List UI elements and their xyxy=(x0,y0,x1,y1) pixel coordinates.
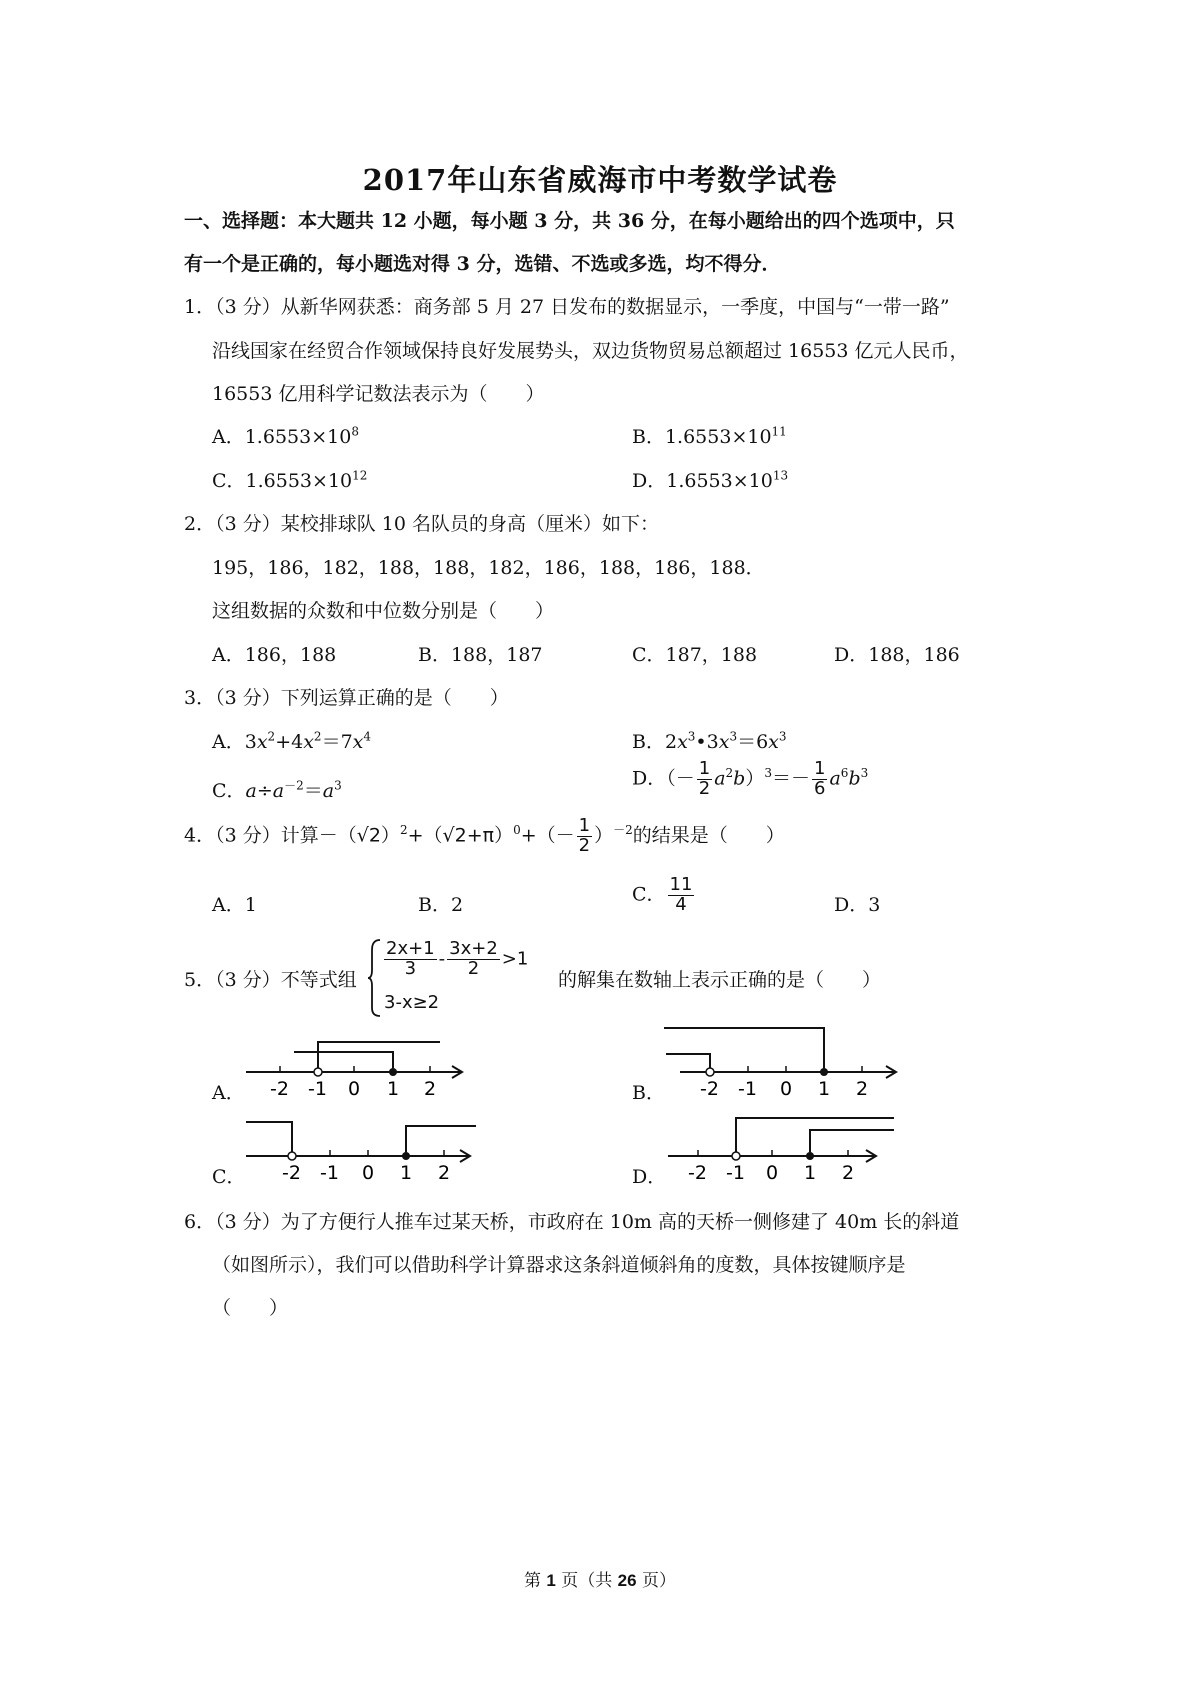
tick-label: -1 xyxy=(726,1162,745,1182)
inequality-system xyxy=(368,938,556,1018)
q2-option-c[interactable]: C．187，188 xyxy=(632,644,758,666)
page-footer: 第 1 页（共 26 页） xyxy=(523,1571,676,1591)
q2-line1: 2．（3 分）某校排球队 10 名队员的身高（厘米）如下： xyxy=(184,513,659,535)
q2-option-a[interactable]: A．186，188 xyxy=(212,644,337,666)
page-title: 2017年山东省威海市中考数学试卷 xyxy=(362,163,838,197)
q4-option-c[interactable]: C． $\frac{11}{4}$ xyxy=(632,874,693,915)
q2-option-b[interactable]: B．188，187 xyxy=(418,644,543,666)
tick-label: 2 xyxy=(424,1078,437,1098)
tick-label: -2 xyxy=(282,1162,301,1182)
tick-label: 0 xyxy=(766,1162,779,1182)
tick-label: -2 xyxy=(700,1078,719,1098)
q5-option-a-label[interactable]: A． xyxy=(212,1082,245,1104)
q5-suffix: 的解集在数轴上表示正确的是（ ） xyxy=(558,969,882,991)
q6-line3: （ ） xyxy=(212,1297,289,1319)
q5-option-b-label[interactable]: B． xyxy=(632,1082,665,1104)
q4-option-a[interactable]: A．1 xyxy=(212,894,257,916)
q4-option-b[interactable]: B．2 xyxy=(418,894,464,916)
tick-label: -1 xyxy=(308,1078,327,1098)
tick-label: 0 xyxy=(780,1078,793,1098)
q1-line3: 16553 亿用科学记数法表示为（ ） xyxy=(212,383,545,405)
q1-option-b[interactable]: B．$1.6553\times 10^{11}$ xyxy=(632,424,787,448)
section-heading-line2: 有一个是正确的，每小题选对得 3 分，选错、不选或多选，均不得分． xyxy=(184,253,781,275)
number-line-d[interactable] xyxy=(664,1106,904,1182)
section-heading-line1: 一、选择题：本大题共 12 小题，每小题 3 分，共 36 分，在每小题给出的四个选项中，只 xyxy=(184,210,955,232)
q3-line1: 3．（3 分）下列运算正确的是（ ） xyxy=(184,687,509,709)
tick-label: -2 xyxy=(688,1162,707,1182)
number-line-b[interactable] xyxy=(664,1018,904,1098)
q5-option-d-label[interactable]: D． xyxy=(632,1166,667,1188)
inequality-1: $\frac{2x+1}{3}$ - $\frac{3x+2}{2}$ >1 xyxy=(386,938,529,979)
q1-option-a[interactable]: A．$1.6553\times 10^8$ xyxy=(212,424,359,448)
number-line-a[interactable] xyxy=(244,1028,474,1098)
tick-label: 2 xyxy=(856,1078,869,1098)
tick-label: -1 xyxy=(320,1162,339,1182)
tick-label: -1 xyxy=(738,1078,757,1098)
q2-option-d[interactable]: D．188，186 xyxy=(834,644,960,666)
q1-option-d[interactable]: D．$1.6553\times 10^{13}$ xyxy=(632,468,789,492)
number-line-c[interactable] xyxy=(244,1112,484,1182)
q4-expression: 4．（3 分）计算$-(√2)^2+(√2+\pi)^0+(-$ $\frac{1}{2}$ ）$^{-2}$的结果是（ ） xyxy=(184,815,785,856)
q2-line3: 这组数据的众数和中位数分别是（ ） xyxy=(212,600,555,622)
q6-line1: 6．（3 分）为了方便行人推车过某天桥，市政府在 10m 高的天桥一侧修建了 40m 长的斜道 xyxy=(184,1211,960,1233)
q1-line1: 1．（3 分）从新华网获悉：商务部 5 月 27 日发布的数据显示，一季度，中国与“一带一路” xyxy=(184,296,950,318)
tick-label: 0 xyxy=(348,1078,361,1098)
q1-option-c[interactable]: C．$1.6553\times 10^{12}$ xyxy=(212,468,368,492)
q1-line2: 沿线国家在经贸合作领域保持良好发展势头，双边货物贸易总额超过 16553 亿元人民币， xyxy=(212,340,969,362)
inequality-2: 3-x≥2 xyxy=(384,992,440,1013)
tick-label: 2 xyxy=(842,1162,855,1182)
q2-data: 195，186，182，188，188，182，186，188，186，188． xyxy=(212,557,765,579)
q3-option-a[interactable]: A．$3x^2+4x^2=7x^4$ xyxy=(212,729,372,753)
q3-option-c[interactable]: C．$a\div a^{-2}=a^3$ xyxy=(212,778,342,802)
tick-label: 1 xyxy=(818,1078,831,1098)
tick-label: 1 xyxy=(400,1162,413,1182)
tick-label: 1 xyxy=(804,1162,817,1182)
q6-line2: （如图所示），我们可以借助科学计算器求这条斜道倾斜角的度数，具体按键顺序是 xyxy=(212,1254,906,1276)
q5-option-c-label[interactable]: C． xyxy=(212,1166,246,1188)
tick-label: 2 xyxy=(438,1162,451,1182)
tick-label: -2 xyxy=(270,1078,289,1098)
q3-option-d[interactable]: D．（－ $\frac{1}{2}$ $a^2b)^3=-$ $\frac{1}{6}$ $a^6b^3$ xyxy=(632,758,869,799)
tick-label: 0 xyxy=(362,1162,375,1182)
q4-option-d[interactable]: D．3 xyxy=(834,894,881,916)
tick-label: 1 xyxy=(387,1078,400,1098)
q3-option-b[interactable]: B．$2x^3•3x^3=6x^3$ xyxy=(632,729,787,753)
q5-prefix: 5．（3 分）不等式组 xyxy=(184,969,357,991)
